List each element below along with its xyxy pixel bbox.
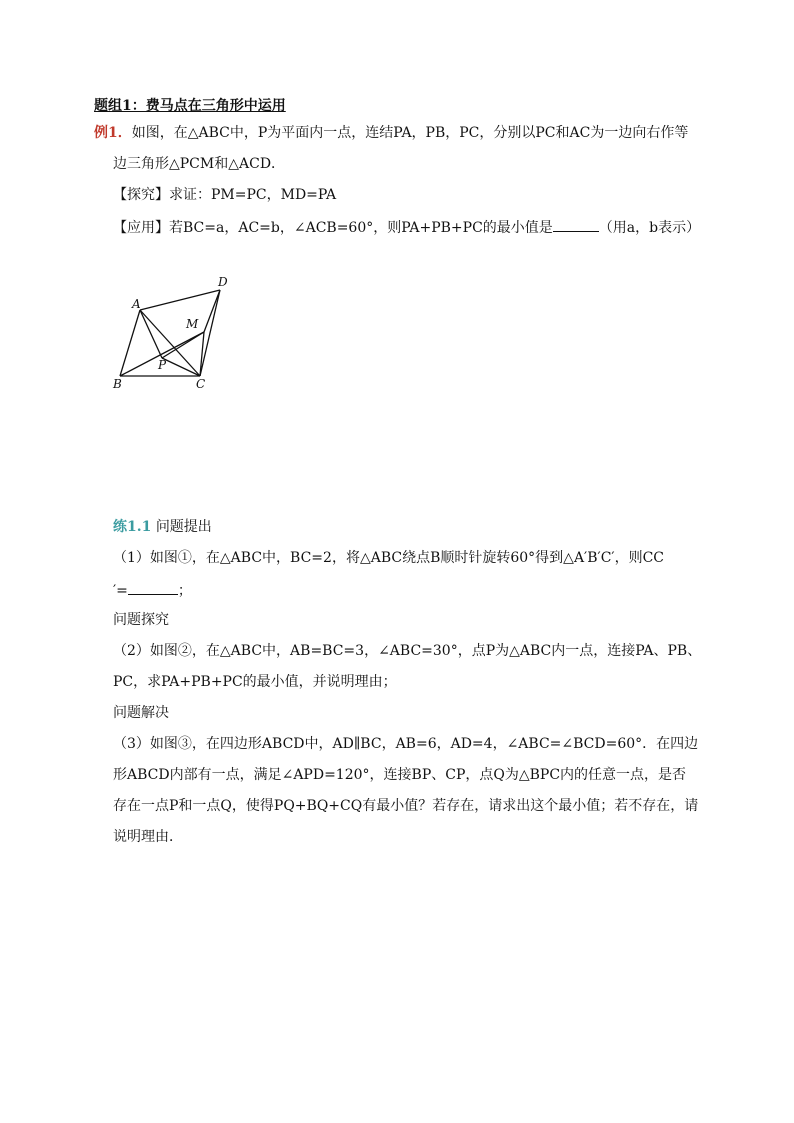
q3-line-1: （3）如图③，在四边形ABCD中，AD∥BC，AB=6，AD=4，∠ABC=∠BCD=60°．在四边 [113,736,699,752]
q3-line-3: 存在一点P和一点Q，使得PQ+BQ+CQ有最小值？若存在，请求出这个最小值；若不存在，请 [113,798,699,814]
q1-prefix: ′= [113,583,128,599]
label-D: D [218,275,228,289]
apply-text: 【应用】若BC=a，AC=b，∠ACB=60°，则PA+PB+PC的最小值是 [113,220,553,236]
example-explore: 【探究】求证：PM=PC，MD=PA [113,187,337,203]
q1-answer-blank [128,580,178,595]
practice-heading-1: 问题提出 [155,519,212,535]
segment-PM [162,332,204,358]
label-P: P [158,358,167,372]
q2-line-2: PC，求PA+PB+PC的最小值，并说明理由； [113,674,397,690]
example-1-line-2: 边三角形△PCM和△ACD． [113,156,286,172]
example-label: 例1． [94,125,132,141]
segment-AB [120,310,140,376]
section-title: 题组1：费马点在三角形中运用 [94,98,286,114]
q3-line-4: 说明理由． [113,829,183,845]
example-1-line-1 [94,124,688,142]
segment-AP [140,310,162,358]
q2-line-1: （2）如图②，在△ABC中，AB=BC=3，∠ABC=30°，点P为△ABC内一点，连接PA、PB、 [113,643,702,659]
segment-PC [162,358,200,376]
example-text-1: 如图，在△ABC中，P为平面内一点，连结PA，PB，PC，分别以PC和AC为一边向右作等 [131,125,689,141]
practice-heading-3: 问题解决 [113,705,169,721]
q1-line-2 [113,580,192,600]
practice-label: 练1.1 [113,519,152,535]
q3-line-2: 形ABCD内部有一点，满足∠APD=120°，连接BP、CP，点Q为△BPC内的任意一点，是否 [113,767,687,783]
label-M: M [186,317,199,331]
geometry-figure [108,270,238,392]
label-A: A [132,297,141,311]
q1-suffix: ； [177,583,192,599]
label-C: C [196,377,206,391]
q1-line-1: （1）如图①，在△ABC中，BC=2，将△ABC绕点B顺时针旋转60°得到△A′B′C′，则CC [113,550,665,566]
example-apply [113,217,700,237]
label-B: B [113,377,122,391]
apply-text-end: （用a，b表示） [598,220,701,236]
practice-heading [113,518,212,536]
practice-heading-2: 问题探究 [113,612,169,628]
segment-AD [140,290,220,310]
answer-blank [553,217,599,232]
